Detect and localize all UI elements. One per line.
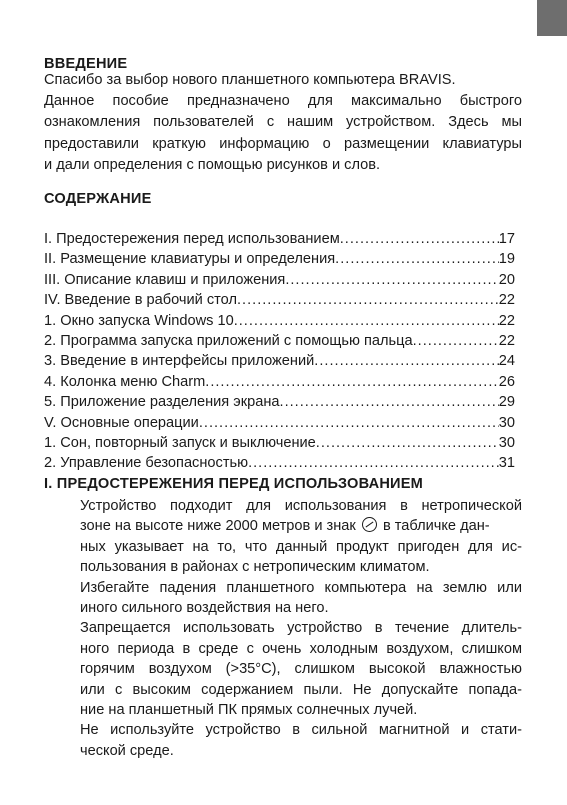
toc-page: 30 xyxy=(498,434,515,451)
intro-line: ознакомления пользователей с нашим устройством. Здесь мы xyxy=(44,114,522,131)
toc-entry[interactable] xyxy=(44,453,515,473)
toc-title: IV. Введение в рабочий стол xyxy=(44,292,237,309)
toc-entry[interactable] xyxy=(44,290,515,310)
toc-title: V. Основные операции xyxy=(44,414,199,431)
toc-page: 22 xyxy=(498,292,515,309)
table-of-contents xyxy=(44,229,515,474)
toc-entry[interactable] xyxy=(44,433,515,453)
toc-title: 1. Окно запуска Windows 10 xyxy=(44,312,234,329)
body-line: или с высоким содержанием пыли. Не допускайте попада- xyxy=(80,681,522,698)
toc-leader xyxy=(314,351,498,371)
toc-title: I. Предостережения перед использованием xyxy=(44,231,340,247)
body-text: зоне на высоте ниже 2000 метров и знак xyxy=(80,518,356,535)
toc-entry[interactable] xyxy=(44,331,515,351)
toc-title: II. Размещение клавиатуры и определения xyxy=(44,251,336,268)
toc-entry[interactable] xyxy=(44,270,515,290)
toc-page: 22 xyxy=(498,332,515,349)
toc-leader xyxy=(280,392,499,412)
toc-entry[interactable] xyxy=(44,351,515,371)
toc-title: 5. Приложение разделения экрана xyxy=(44,394,280,411)
intro-paragraph xyxy=(44,70,522,176)
body-line: горячим воздухом (>35°C), слишком высокой влажностью xyxy=(80,661,522,678)
toc-leader xyxy=(205,372,499,392)
toc-entry[interactable] xyxy=(44,249,515,269)
precautions-body xyxy=(80,496,522,761)
toc-entry[interactable] xyxy=(44,413,515,433)
toc-leader xyxy=(199,413,499,433)
toc-title: 3. Введение в интерфейсы приложений xyxy=(44,353,315,370)
toc-page: 31 xyxy=(498,455,515,472)
toc-leader xyxy=(248,453,499,473)
body-line: Не используйте устройство в сильной магнитной и стати- xyxy=(80,722,522,739)
toc-entry[interactable] xyxy=(44,311,515,331)
toc-title: 2. Управление безопасностью xyxy=(44,455,249,472)
toc-leader xyxy=(285,270,498,290)
toc-leader xyxy=(237,290,499,310)
body-line: ние на планшетный ПК прямых солнечных лучей. xyxy=(80,702,418,719)
toc-entry[interactable] xyxy=(44,229,515,249)
body-line: ческой среде. xyxy=(80,742,174,759)
toc-title: 2. Программа запуска приложений с помощью пальца xyxy=(44,332,413,349)
page-edge-tab xyxy=(537,0,567,36)
toc-page: 29 xyxy=(498,394,515,411)
body-line: Избегайте падения планшетного компьютера на землю или xyxy=(80,579,522,596)
toc-leader xyxy=(316,433,499,453)
toc-page: 20 xyxy=(498,271,515,288)
intro-line: Спасибо за выбор нового планшетного компьютера BRAVIS. xyxy=(44,72,456,88)
toc-title: 4. Колонка меню Charm xyxy=(44,373,206,390)
body-text: в табличке дан- xyxy=(382,518,490,535)
toc-leader xyxy=(413,331,499,351)
precautions-heading: I. ПРЕДОСТЕРЕЖЕНИЯ ПЕРЕД ИСПОЛЬЗОВАНИЕМ xyxy=(44,476,424,492)
toc-entry[interactable] xyxy=(44,392,515,412)
intro-heading: ВВЕДЕНИЕ xyxy=(44,56,128,72)
toc-page: 19 xyxy=(498,251,515,268)
body-line: пользования в районах с нетропическим климатом. xyxy=(80,559,430,576)
body-line: ных указывает на то, что данный продукт пригоден для ис- xyxy=(80,538,522,555)
body-line: ного периода в среде с очень холодным воздухом, слишком xyxy=(80,640,522,657)
body-line: иного сильного воздействия на него. xyxy=(80,600,329,617)
toc-leader xyxy=(335,249,499,269)
toc-title: III. Описание клавиш и приложения xyxy=(44,271,286,288)
body-line: Запрещается использовать устройство в течение длитель- xyxy=(80,620,522,637)
toc-title: 1. Сон, повторный запуск и выключение xyxy=(44,434,316,451)
intro-line: Данное пособие предназначено для максимально быстрого xyxy=(44,93,522,110)
non-tropical-symbol-icon xyxy=(362,517,377,532)
toc-leader xyxy=(234,311,499,331)
body-line xyxy=(80,516,522,536)
toc-page: 24 xyxy=(498,353,515,370)
body-line: Устройство подходит для использования в нетропической xyxy=(80,498,522,514)
toc-page: 17 xyxy=(498,231,515,247)
toc-page: 22 xyxy=(498,312,515,329)
intro-line: и дали определения с помощью рисунков и слов. xyxy=(44,156,381,173)
intro-line: предоставили краткую информацию о размещении клавиатуры xyxy=(44,135,522,152)
toc-leader xyxy=(340,229,499,249)
toc-page: 30 xyxy=(498,414,515,431)
toc-page: 26 xyxy=(498,373,515,390)
toc-entry[interactable] xyxy=(44,372,515,392)
contents-heading: СОДЕРЖАНИЕ xyxy=(44,191,152,207)
